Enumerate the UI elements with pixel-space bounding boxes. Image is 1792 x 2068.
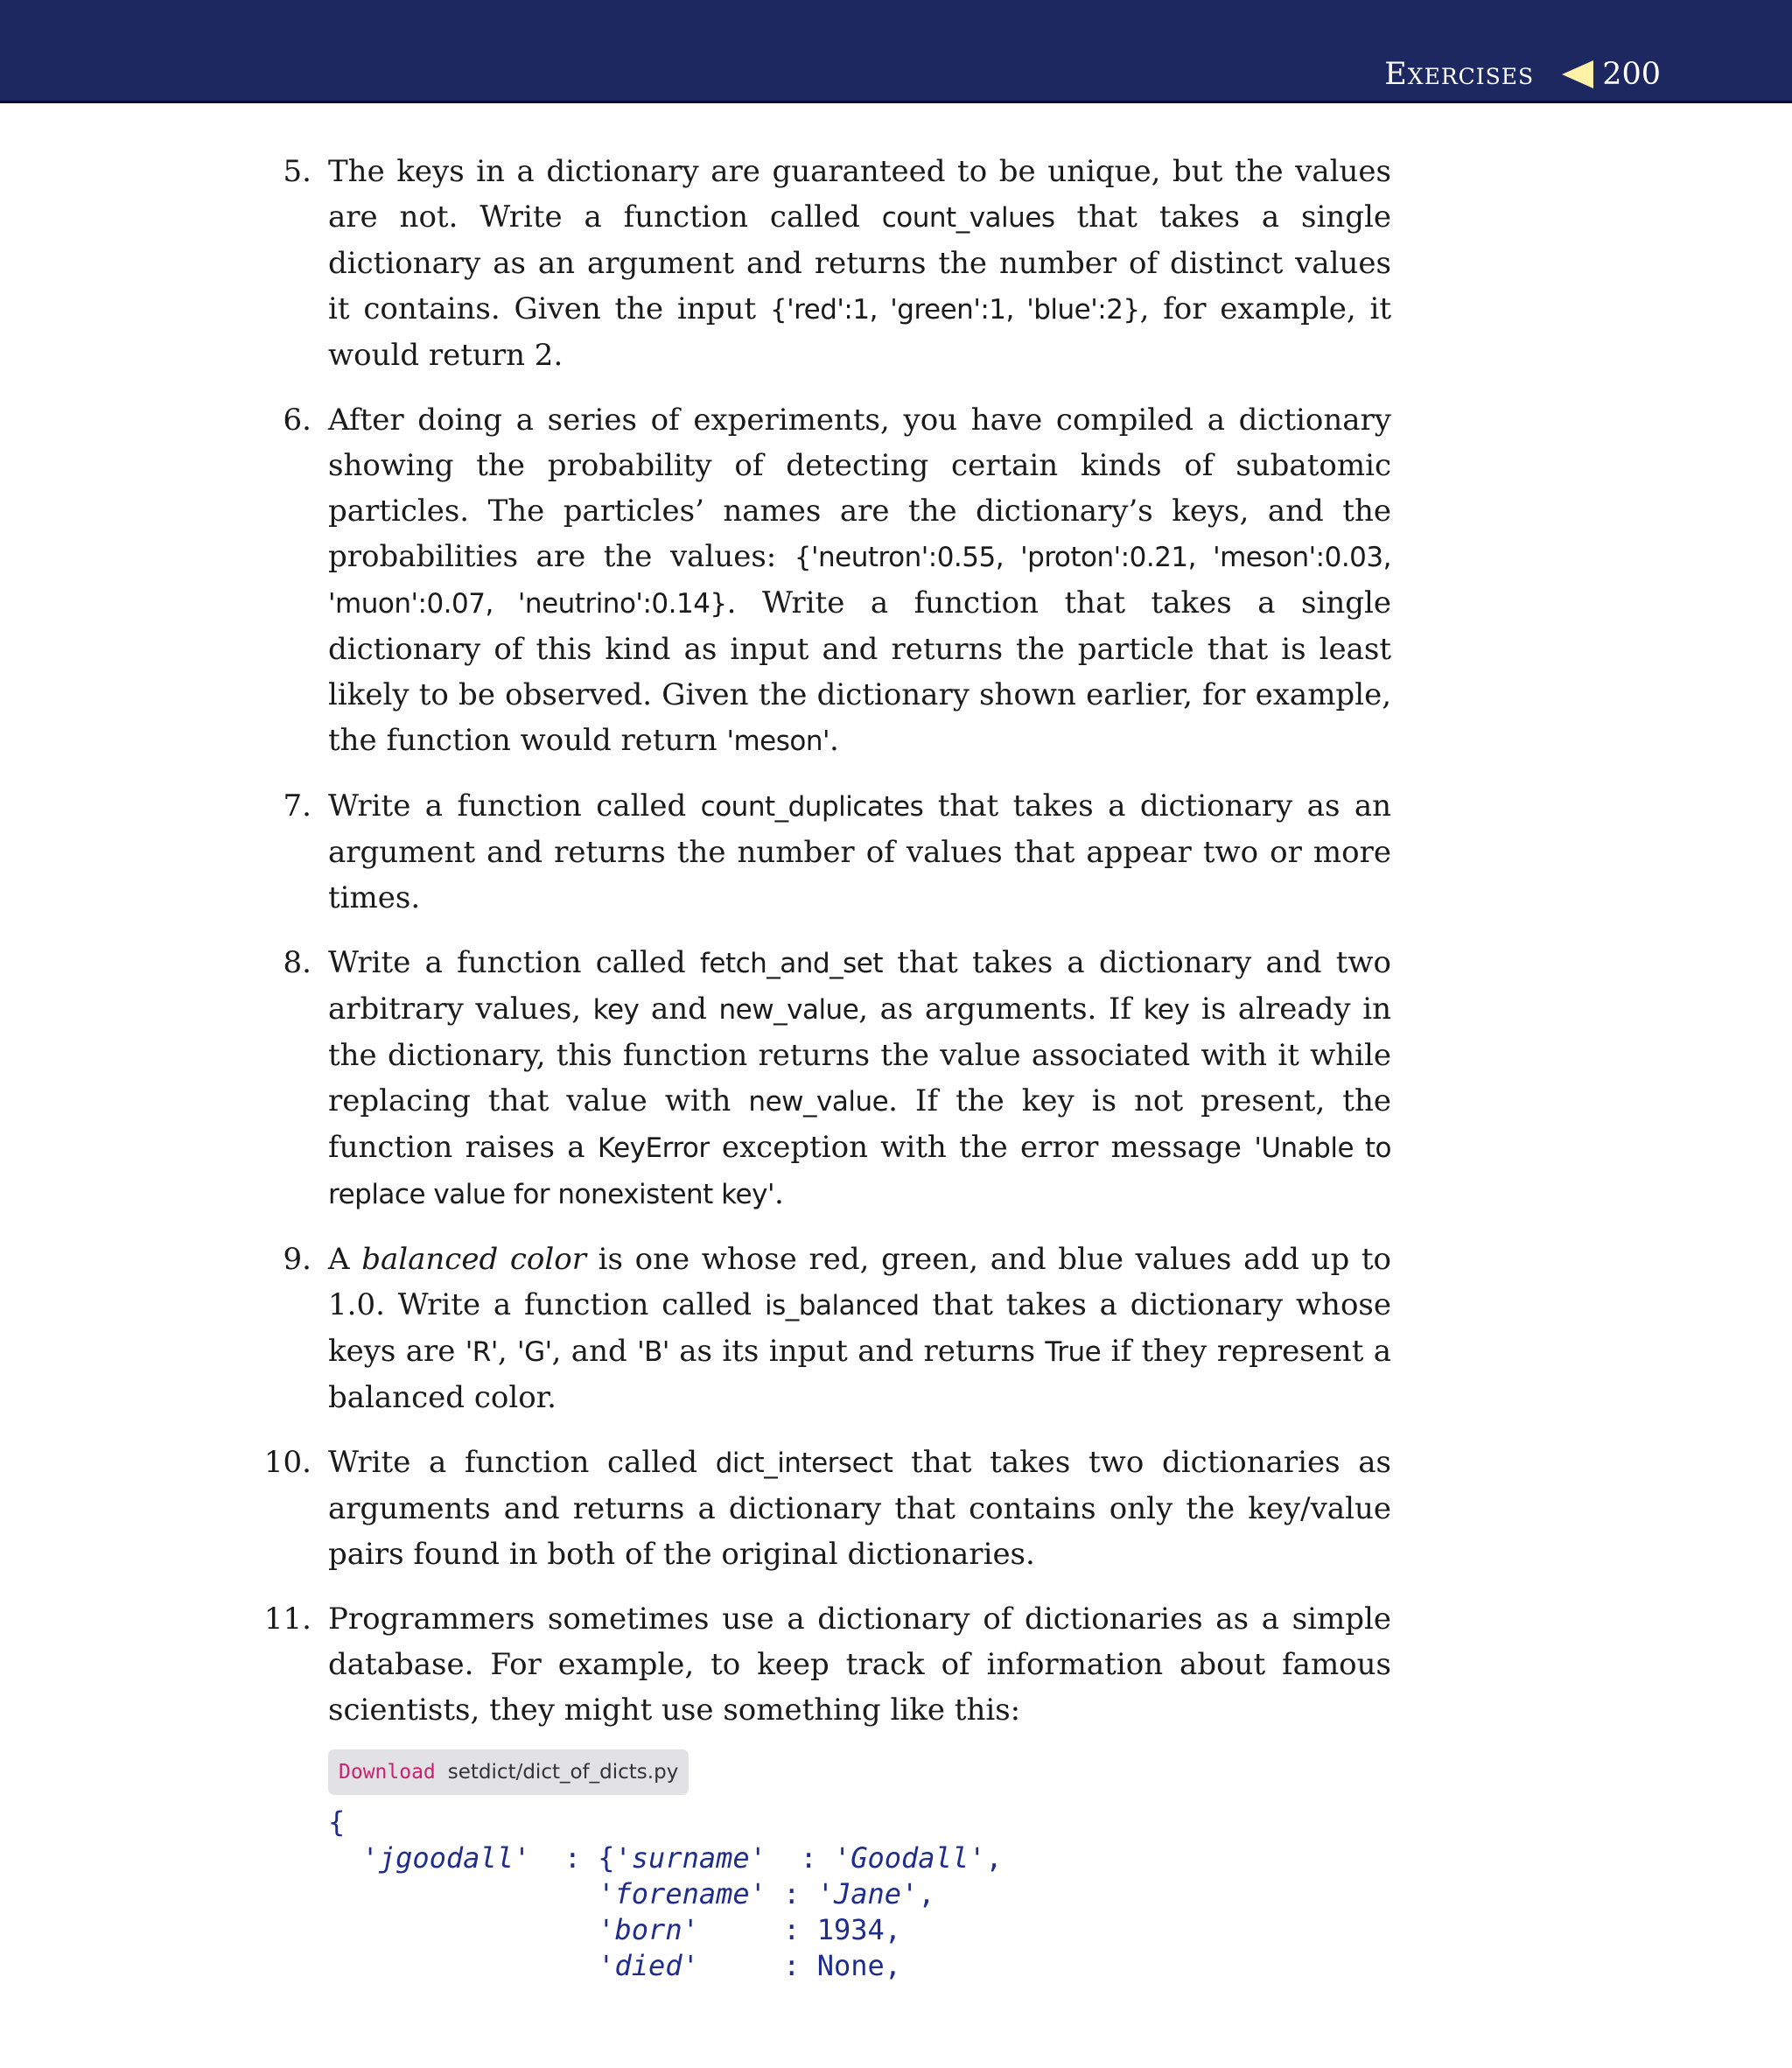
code-span: 'G' xyxy=(517,1336,552,1368)
code-span: 'B' xyxy=(637,1336,669,1368)
page-header xyxy=(0,0,1792,103)
code-value: 'Goodall' xyxy=(833,1841,986,1875)
exercise-text: Write a function called fetch_and_set that takes a dictionary and two arbitrary values, key and new_value, as arguments. If key is already in the dictionary, this function returns the value associated with it while replacing that value with new_value. If the key is not present, the function raises a KeyError exception with the error message 'Unable to replace value for nonexistent key'. xyxy=(328,945,1392,1211)
exercise-text: Write a function called dict_intersect that takes two dictionaries as arguments and returns a dictionary that contains only the key/value pairs found in both of the original dictionaries. xyxy=(328,1445,1391,1572)
download-path[interactable]: setdict/dict_of_dicts.py xyxy=(447,1761,679,1784)
code-line: { xyxy=(328,1805,346,1839)
code-value: 'Jane' xyxy=(816,1877,919,1910)
exercise-number: 7. xyxy=(283,789,312,824)
exercise-7 xyxy=(262,783,1391,921)
code-span: 'Unable to replace value for nonexistent key' xyxy=(328,1132,1391,1210)
exercise-number: 5. xyxy=(283,154,312,189)
code-span: new_value xyxy=(718,994,859,1026)
exercise-text: After doing a series of experiments, you have compiled a dictionary showing the probability of detecting certain kinds of subatomic particles. The particles’ names are the dictionary’s keys, and the probabilities are the values: {'neutron':0.55, 'proton':0.21, 'meson':0.03, 'muon':0.07, 'neutrino':0.14}. Write a function that takes a single dictionary of this kind as input and returns the particle that is least likely to be observed. Given the dictionary shown earlier, for example, the function would return 'meson'. xyxy=(328,403,1391,758)
exercise-5 xyxy=(262,149,1391,378)
section-title: Exercises xyxy=(1384,57,1535,92)
exercise-number: 6. xyxy=(283,403,312,438)
exercise-number: 10. xyxy=(263,1445,312,1480)
exercise-number: 8. xyxy=(283,945,312,980)
exercise-8 xyxy=(262,940,1391,1217)
code-key: 'forename' xyxy=(598,1877,766,1910)
code-key: 'jgoodall' xyxy=(361,1841,531,1875)
exercise-text: The keys in a dictionary are guaranteed to be unique, but the values are not. Write a function called count_values that takes a single dictionary as an argument and returns the number of distinct values it contains. Given the input {'red':1, 'green':1, 'blue':2}, for example, it would return 2. xyxy=(328,154,1391,373)
exercise-text: A balanced color is one whose red, green, and blue values add up to 1.0. Write a function called is_balanced that takes a dictionary whose keys are 'R', 'G', and 'B' as its input and returns True if they represent a balanced color. xyxy=(328,1242,1391,1415)
code-value: 1934 xyxy=(816,1913,885,1946)
code-span: dict_intersect xyxy=(715,1448,893,1479)
code-span: fetch_and_set xyxy=(699,948,884,979)
code-block: { 'jgoodall' : {'surname' : 'Goodall', 'forename' : 'Jane', 'born' : 1934, 'died' : None, xyxy=(328,1805,1003,1982)
code-span: count_duplicates xyxy=(700,791,924,823)
exercise-number: 9. xyxy=(283,1242,312,1277)
download-label[interactable]: Download xyxy=(339,1761,436,1784)
page-number: 200 xyxy=(1602,57,1661,92)
code-span: {'neutron':0.55, 'proton':0.21, 'meson':0.03, 'muon':0.07, 'neutrino':0.14} xyxy=(328,542,1391,620)
header-right xyxy=(1384,54,1661,95)
exercise-list xyxy=(262,149,1391,1752)
code-key: 'died' xyxy=(598,1949,699,1982)
code-span: key xyxy=(592,994,640,1026)
code-span: count_values xyxy=(881,202,1055,234)
code-key: 'surname' xyxy=(614,1841,766,1875)
code-span: True xyxy=(1045,1336,1102,1368)
exercise-10 xyxy=(262,1440,1391,1577)
exercise-text: Programmers sometimes use a dictionary of dictionaries as a simple database. For example, to keep track of information about famous scientists, they might use something like this: xyxy=(328,1602,1391,1728)
italic-term: balanced color xyxy=(361,1242,586,1277)
code-span: key xyxy=(1143,994,1190,1026)
download-link[interactable] xyxy=(328,1749,689,1795)
code-span: is_balanced xyxy=(765,1290,920,1321)
exercise-11 xyxy=(262,1596,1391,1733)
code-span: {'red':1, 'green':1, 'blue':2} xyxy=(769,294,1140,326)
exercise-6 xyxy=(262,397,1391,764)
exercise-9 xyxy=(262,1237,1391,1420)
code-value: None xyxy=(816,1949,885,1982)
previous-page-arrow-icon[interactable] xyxy=(1562,60,1593,88)
code-span: 'R' xyxy=(465,1336,498,1368)
exercise-number: 11. xyxy=(263,1602,312,1637)
exercise-text: Write a function called count_duplicates that takes a dictionary as an argument and returns the number of values that appear two or more times. xyxy=(328,789,1392,915)
code-span: KeyError xyxy=(597,1132,710,1164)
code-span: 'meson' xyxy=(726,726,830,757)
code-span: new_value xyxy=(748,1086,889,1118)
code-key: 'born' xyxy=(598,1913,699,1946)
